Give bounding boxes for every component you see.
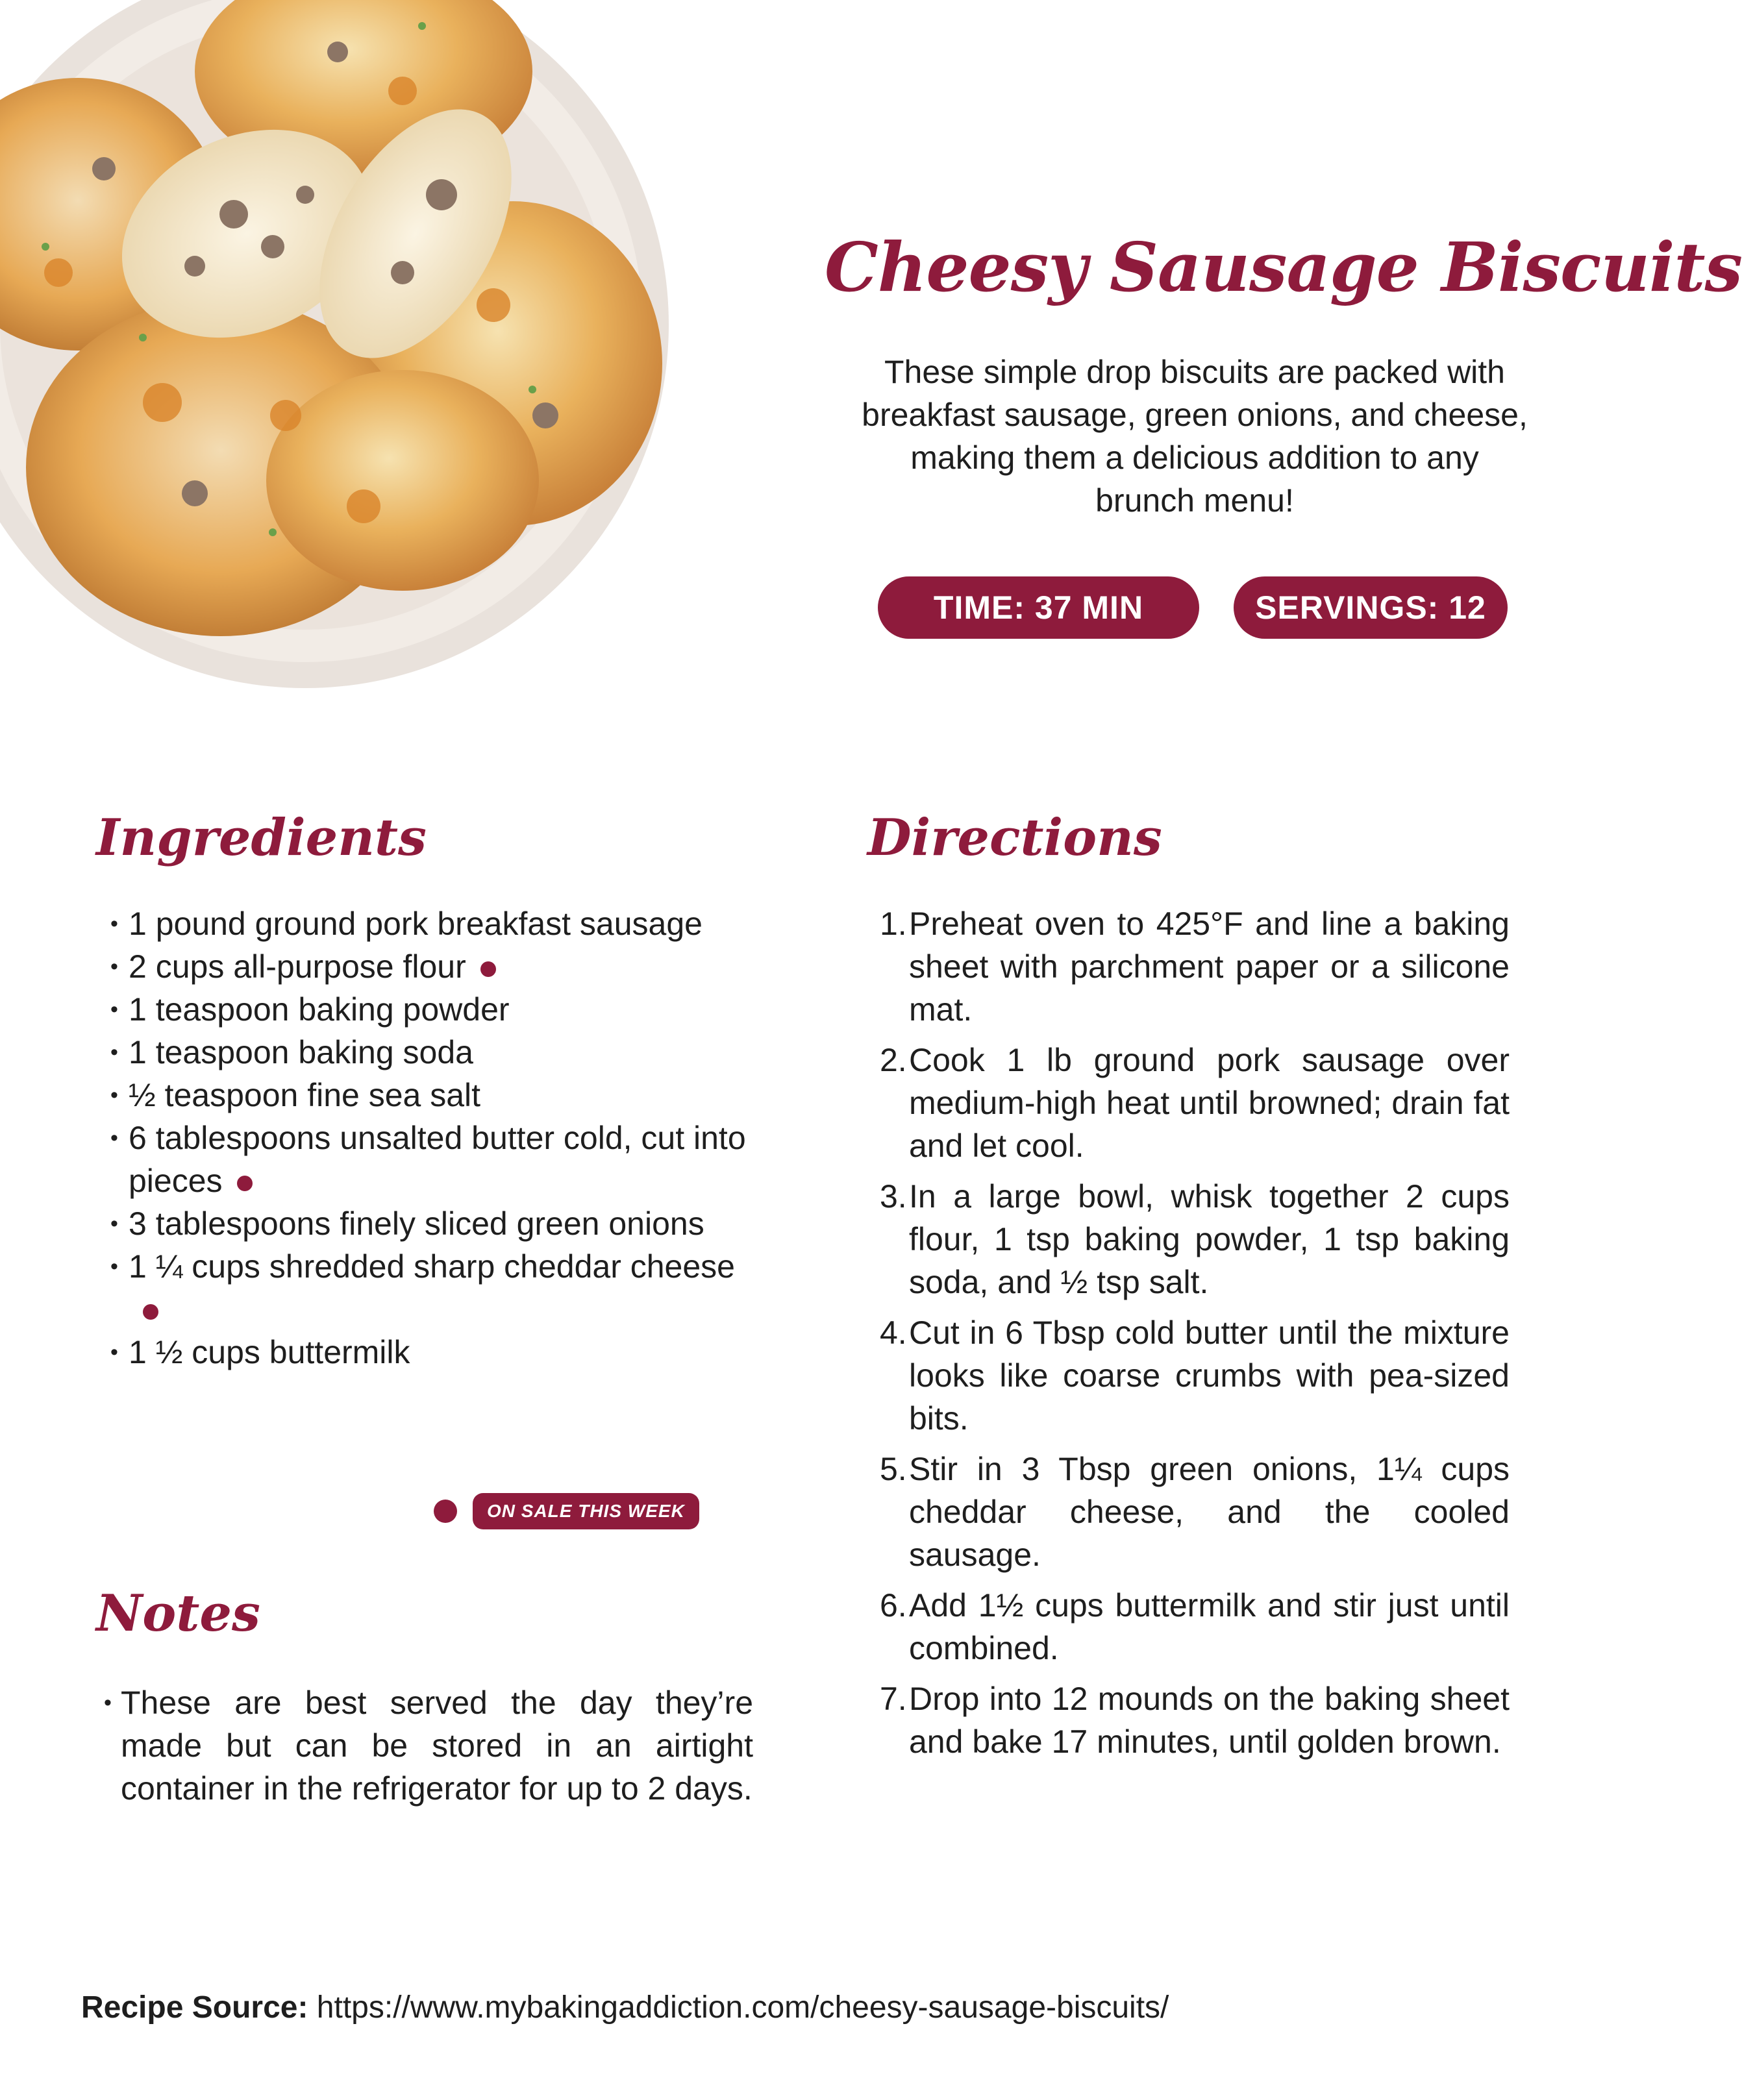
- ingredient-text: 1 teaspoon baking soda: [129, 1034, 473, 1070]
- direction-step: [880, 902, 1510, 1031]
- ingredient-text: 6 tablespoons unsalted butter cold, cut into pieces: [129, 1120, 746, 1199]
- step-text: In a large bowl, whisk together 2 cups flour, 1 tsp baking powder, 1 tsp baking soda, and ½ tsp salt.: [909, 1178, 1510, 1300]
- source-label: Recipe Source:: [81, 1990, 308, 2025]
- step-number: 5.: [880, 1451, 907, 1487]
- on-sale-legend: [434, 1493, 699, 1529]
- ingredient-item: [110, 1117, 760, 1202]
- ingredient-item: [110, 1245, 760, 1331]
- directions-heading: Directions: [867, 808, 1162, 867]
- recipe-source: [81, 1990, 1169, 2025]
- on-sale-dot-icon: [480, 961, 496, 977]
- ingredient-item: [110, 902, 760, 945]
- step-text: Add 1½ cups buttermilk and stir just until combined.: [909, 1587, 1510, 1666]
- direction-step: [880, 1175, 1510, 1303]
- step-text: Cook 1 lb ground pork sausage over medium-high heat until browned; drain fat and let cool.: [909, 1042, 1510, 1164]
- ingredients-heading: Ingredients: [96, 808, 427, 867]
- notes-list: [104, 1681, 753, 1810]
- step-text: Stir in 3 Tbsp green onions, 1¼ cups cheddar cheese, and the cooled sausage.: [909, 1451, 1510, 1573]
- biscuits-photo: [0, 0, 688, 688]
- notes-item: • These are best served the day they’re made but can be stored in an airtight container in the refrigerator for up to 2 days.: [104, 1681, 753, 1810]
- recipe-description: These simple drop biscuits are packed with breakfast sausage, green onions, and cheese, making them a delicious addition to any brunch menu!: [862, 354, 1528, 519]
- ingredient-text: 1 teaspoon baking powder: [129, 991, 510, 1028]
- step-text: Preheat oven to 425°F and line a baking sheet with parchment paper or a silicone mat.: [909, 906, 1510, 1028]
- ingredient-text: 2 cups all-purpose flour: [129, 948, 466, 985]
- on-sale-label: ON SALE THIS WEEK: [473, 1493, 699, 1529]
- step-number: 6.: [880, 1587, 907, 1624]
- step-text: Cut in 6 Tbsp cold butter until the mixture looks like coarse crumbs with pea-sized bits.: [909, 1315, 1510, 1437]
- step-number: 2.: [880, 1042, 907, 1078]
- direction-step: [880, 1448, 1510, 1576]
- ingredients-list: [110, 902, 760, 1374]
- direction-step: [880, 1677, 1510, 1763]
- ingredient-item: [110, 1074, 760, 1117]
- servings-badge: SERVINGS: 12: [1234, 576, 1508, 639]
- recipe-title: Cheesy Sausage Biscuits: [825, 227, 1742, 307]
- ingredient-text: 1 ¼ cups shredded sharp cheddar cheese: [129, 1248, 735, 1285]
- ingredient-item: [110, 1331, 760, 1374]
- direction-step: [880, 1311, 1510, 1440]
- time-badge: TIME: 37 MIN: [878, 576, 1199, 639]
- source-url[interactable]: https://www.mybakingaddiction.com/cheesy-sausage-biscuits/: [316, 1990, 1169, 2025]
- ingredient-text: 3 tablespoons finely sliced green onions: [129, 1205, 704, 1242]
- directions-list: [880, 902, 1510, 1771]
- on-sale-dot-icon: [237, 1176, 253, 1191]
- ingredient-text: ½ teaspoon fine sea salt: [129, 1077, 481, 1113]
- ingredient-item: [110, 1202, 760, 1245]
- step-number: 4.: [880, 1315, 907, 1351]
- notes-heading: Notes: [96, 1584, 260, 1643]
- step-number: 1.: [880, 906, 907, 942]
- step-number: 3.: [880, 1178, 907, 1215]
- ingredient-text: 1 ½ cups buttermilk: [129, 1334, 410, 1370]
- direction-step: [880, 1039, 1510, 1167]
- direction-step: [880, 1584, 1510, 1670]
- step-text: Drop into 12 mounds on the baking sheet and bake 17 minutes, until golden brown.: [909, 1681, 1510, 1760]
- ingredient-text: 1 pound ground pork breakfast sausage: [129, 906, 703, 942]
- step-number: 7.: [880, 1681, 907, 1717]
- on-sale-dot-icon: [434, 1500, 457, 1523]
- ingredient-item: [110, 945, 760, 988]
- on-sale-dot-icon: [143, 1304, 158, 1320]
- ingredient-item: [110, 1031, 760, 1074]
- ingredient-item: [110, 988, 760, 1031]
